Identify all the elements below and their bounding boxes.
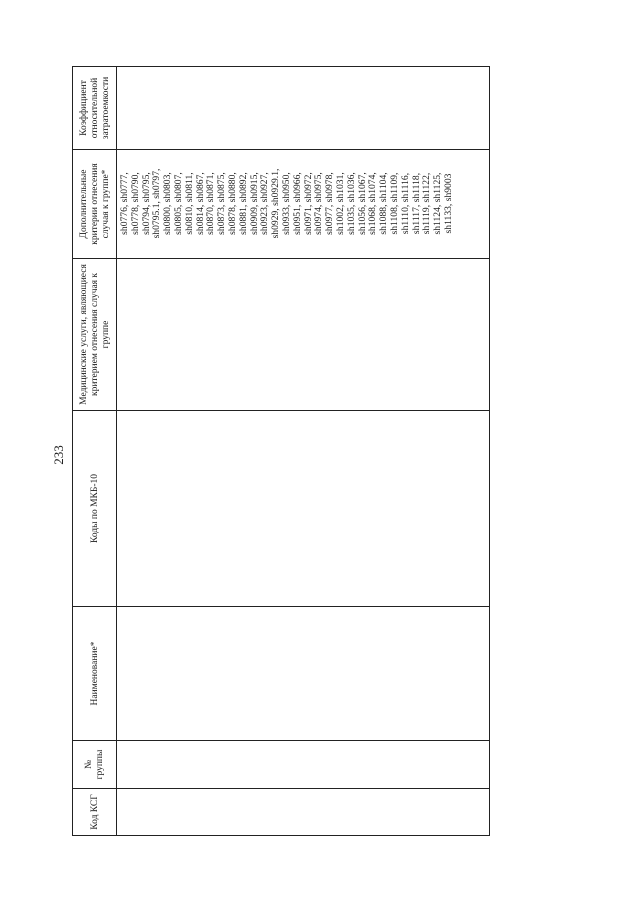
criteria-item: sh0933, sh0950, [280,172,292,235]
criteria-item: sh1119, sh1122, [421,172,433,235]
cell-additional-criteria [117,149,489,258]
criteria-list [117,150,455,258]
ksg-table [72,66,490,836]
table-row [117,67,489,835]
criteria-item: sh0870, sh0871, [205,172,217,235]
criteria-item: sh1035, sh1036, [345,172,357,235]
criteria-item: sh0951, sh0966, [291,172,303,235]
criteria-item: sh1002, sh1031, [334,172,346,235]
criteria-item: sh0778, sh0790, [129,172,141,235]
criteria-item: sh0971, sh0972, [302,172,314,235]
cell-code [117,788,489,835]
criteria-item: sh1110, sh1116, [399,172,411,235]
criteria-item: sh0977, sh0978, [324,172,336,235]
criteria-item: sh0805, sh0807, [172,172,184,235]
cell-medical-services [117,258,489,410]
criteria-item: sh1056, sh1067, [356,172,368,235]
cell-name [117,606,489,740]
header-group-number: № группы [73,740,117,788]
criteria-item: sh0795.1, sh0797, [151,168,163,239]
criteria-item: sh0878, sh0880, [226,172,238,235]
criteria-item: sh0923, sh0927, [259,172,271,235]
criteria-item: sh0814, sh0867, [194,172,206,235]
criteria-item: sh0794, sh0795, [140,172,152,235]
criteria-item: sh0881, sh0892, [237,172,249,235]
criteria-item: sh0974, sh0975, [313,172,325,235]
rotated-table-wrapper [72,66,490,836]
criteria-item: sh1088, sh1104, [378,172,390,235]
criteria-item: sh0800, sh0803, [162,172,174,235]
criteria-item: sh0873, sh0875, [216,172,228,235]
cell-group-number [117,740,489,788]
header-additional-criteria: Дополнительные критерии отнесения случая к группе* [73,149,117,258]
page-number: 233 [51,445,66,465]
criteria-item: sh1124, sh1125, [432,172,444,235]
criteria-item: sh0929, sh0929.1, [270,168,282,239]
cell-icd-codes [117,410,489,606]
criteria-item: sh1108, sh1109, [388,172,400,235]
table-header-row [73,67,117,835]
criteria-item: sh1133, sh9003 [442,173,454,234]
header-icd-codes: Коды по МКБ-10 [73,410,117,606]
header-name: Наименование* [73,606,117,740]
criteria-item: sh0810, sh0811, [183,172,195,235]
criteria-item: sh0909, sh0915, [248,172,260,235]
criteria-item: sh1117, sh1118, [410,172,422,235]
header-medical-services: Медицинские услуги, являющиеся критерием отнесения случая к группе [73,258,117,410]
header-cost-coefficient: Коэффициент относительной затратоемкости [78,76,111,140]
criteria-item: sh0776, sh0777, [119,172,130,235]
criteria-item: sh1068, sh1074, [367,172,379,235]
header-code: Код КСГ [73,788,117,835]
cell-cost-coefficient [117,67,489,149]
